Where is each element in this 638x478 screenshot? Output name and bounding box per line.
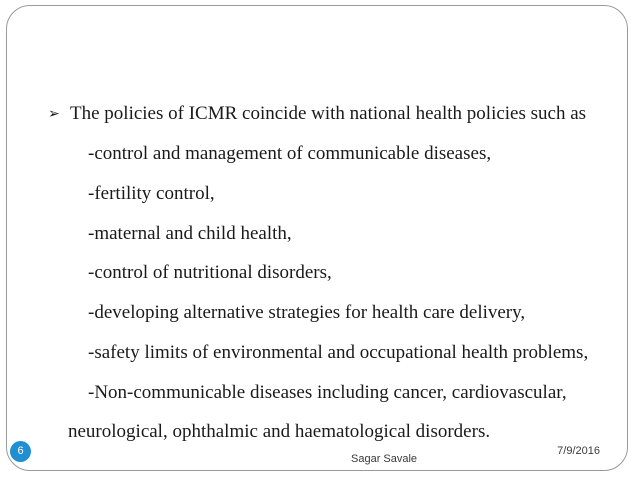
policy-item-7-continuation: neurological, ophthalmic and haematological disorders. — [68, 421, 491, 442]
lead-text: The policies of ICMR coincide with national health policies such as — [70, 103, 587, 124]
footer-author: Sagar Savale — [351, 453, 418, 465]
footer-date: 7/9/2016 — [557, 445, 600, 457]
policy-item-7: -Non-communicable diseases including cancer, cardiovascular, — [88, 382, 567, 403]
policy-item-2: -fertility control, — [88, 183, 215, 204]
policy-item-6: -safety limits of environmental and occupational health problems, — [88, 342, 589, 363]
policy-item-5: -developing alternative strategies for health care delivery, — [88, 302, 526, 323]
policy-item-1: -control and management of communicable diseases, — [88, 143, 492, 164]
arrow-bullet-icon: ➢ — [48, 106, 60, 122]
lead-bullet — [48, 103, 586, 125]
slide-number-badge: 6 — [10, 441, 31, 462]
policy-item-4: -control of nutritional disorders, — [88, 262, 332, 283]
policy-item-3: -maternal and child health, — [88, 223, 292, 244]
